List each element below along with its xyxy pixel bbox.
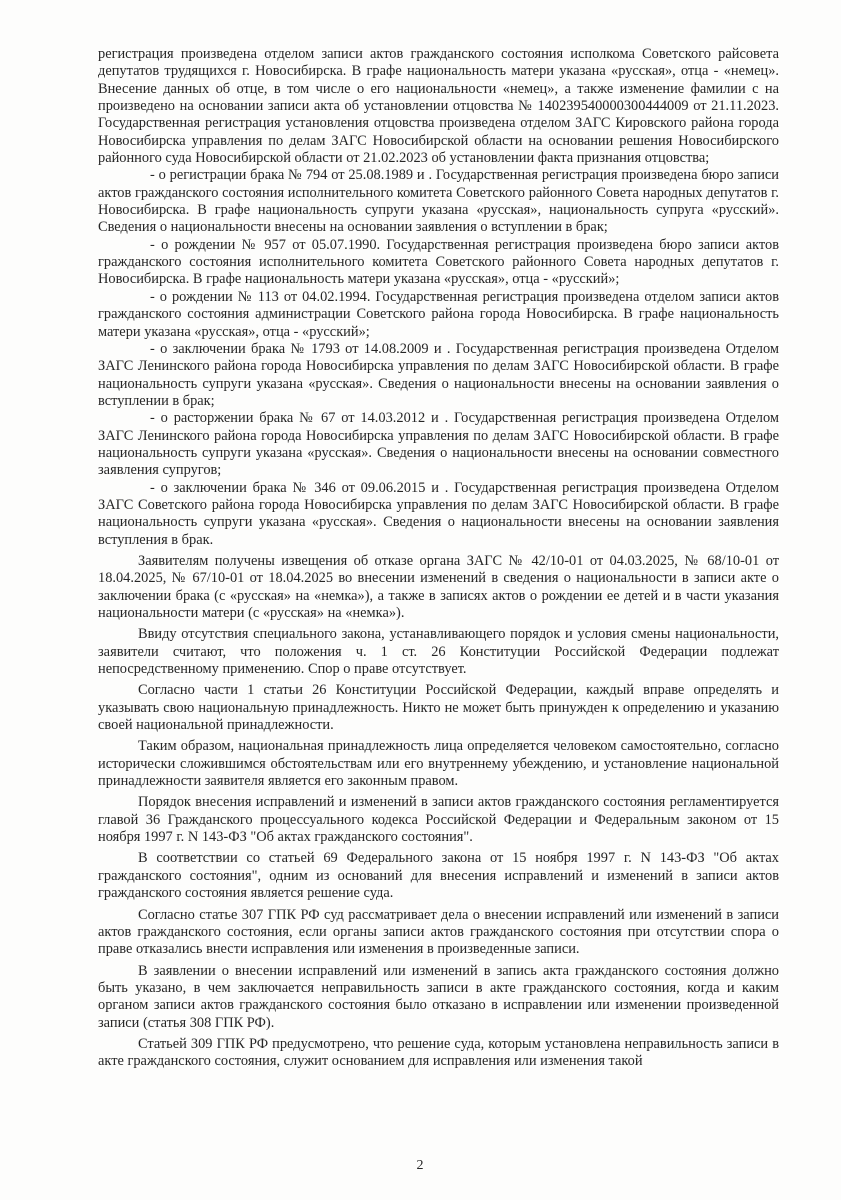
- document-body: [98, 46, 779, 1071]
- paragraph-zags-refusals: Заявителям получены извещения об отказе органа ЗАГС № 42/10-01 от 04.03.2025, № 68/10-01 от 18.04.2025, № 67/10-01 от 18.04.2025 во внесении изменений в сведения о национальности в записи акте о заключении брака (с «русская» на «немка»), а также в записях актов о рождении ее детей и в части указания национальности матери (с «русская» на «немка»).: [98, 552, 779, 621]
- paragraph-no-special-law: Ввиду отсутствия специального закона, устанавливающего порядок и условия смены национальности, заявители считают, что положения ч. 1 ст. 26 Конституции Российской Федерации подлежат непосредственному применению. Спор о праве отсутствует.: [98, 626, 779, 678]
- paragraph-article308: В заявлении о внесении исправлений или изменений в запись акта гражданского состояния должно быть указано, в чем заключается неправильность записи в акте гражданского состояния, когда и каким органом записи актов гражданского состояния было отказано в исправлении или изменении произведенной записи (статья 308 ГПК РФ).: [98, 962, 779, 1031]
- list-item-marriage-1989: - о регистрации брака № 794 от 25.08.1989 и . Государственная регистрация произведена бюро записи актов гражданского состояния исполнительного комитета Советского районного Совета народных депутатов г. Новосибирска. В графе национальность супруги указана «русская», национальность супруга «русский». Сведения о национальности внесены на основании заявления о вступлении в брак;: [98, 167, 779, 236]
- list-item-birth-1990: - о рождении № 957 от 05.07.1990. Государственная регистрация произведена бюро записи актов гражданского состояния исполнительного комитета Советского районного Совета народных депутатов г. Новосибирска. В графе национальность матери указана «русская», отца - «русский»;: [98, 236, 779, 288]
- list-item-marriage-2015: - о заключении брака № 346 от 09.06.2015 и . Государственная регистрация произведена Отделом ЗАГС Советского района города Новосибирска управления по делам ЗАГС Новосибирской области. В графе национальность супруги указана «русская». Сведения о национальности внесены на основании заявления вступления в брак.: [98, 479, 779, 548]
- paragraph-paternity-record: регистрация произведена отделом записи актов гражданского состояния исполкома Советского райсовета депутатов трудящихся г. Новосибирска. В графе национальность матери указана «русская», отца - «немец». Внесение данных об отце, в том числе о его национальности «немец», а также изменение фамилии с на произведено на основании записи акта об установлении отцовства № 140239540000300444009 от 21.11.2023. Государственная регистрация установления отцовства произведена отделом ЗАГС Кировского района города Новосибирска управления по делам ЗАГС Новосибирской области на основании решения Новосибирского районного суда Новосибирской области от 21.02.2023 об установлении факта признания отцовства;: [98, 46, 779, 167]
- paragraph-article307: Согласно статье 307 ГПК РФ суд рассматривает дела о внесении исправлений или изменений в записи актов гражданского состояния, если органы записи актов гражданского состояния при отсутствии спора о праве отказались внести исправления или изменения в произведенные записи.: [98, 906, 779, 958]
- paragraph-self-determination: Таким образом, национальная принадлежность лица определяется человеком самостоятельно, согласно исторически сложившимся обстоятельствам или его внутреннему убеждению, и установление национальной принадлежности заявителя является его законным правом.: [98, 738, 779, 790]
- paragraph-constitution-art26: Согласно части 1 статьи 26 Конституции Российской Федерации, каждый вправе определять и указывать свою национальную принадлежность. Никто не может быть принужден к определению и указанию своей национальной принадлежности.: [98, 682, 779, 734]
- paragraph-procedure-chapter36: Порядок внесения исправлений и изменений в записи актов гражданского состояния регламентируется главой 36 Гражданского процессуального кодекса Российской Федерации и Федеральным законом от 15 ноября 1997 г. N 143-ФЗ "Об актах гражданского состояния".: [98, 794, 779, 846]
- page-number: 2: [416, 1158, 424, 1173]
- list-item-birth-1994: - о рождении № 113 от 04.02.1994. Государственная регистрация произведена отделом записи актов гражданского состояния администрации Советского района города Новосибирска. В графе национальность матери указана «русская», отца - «русский»;: [98, 288, 779, 340]
- paragraph-article69: В соответствии со статьей 69 Федерального закона от 15 ноября 1997 г. N 143-ФЗ "Об актах гражданского состояния", одним из оснований для внесения исправлений и изменений в записи актов гражданского состояния является решение суда.: [98, 850, 779, 902]
- list-item-marriage-2009: - о заключении брака № 1793 от 14.08.2009 и . Государственная регистрация произведена Отделом ЗАГС Ленинского района города Новосибирска управления по делам ЗАГС Новосибирской области. В графе национальность супруги указана «русская». Сведения о национальности внесены на основании заявления о вступлении в брак;: [98, 340, 779, 409]
- list-item-divorce-2012: - о расторжении брака № 67 от 14.03.2012 и . Государственная регистрация произведена Отделом ЗАГС Ленинского района города Новосибирска управления по делам ЗАГС Новосибирской области. В графе национальность супруги указана «русская». Сведения о национальности внесены на основании совместного заявления супругов;: [98, 410, 779, 479]
- paragraph-article309: Статьей 309 ГПК РФ предусмотрено, что решение суда, которым установлена неправильность записи в акте гражданского состояния, служит основанием для исправления или изменения такой: [98, 1035, 779, 1070]
